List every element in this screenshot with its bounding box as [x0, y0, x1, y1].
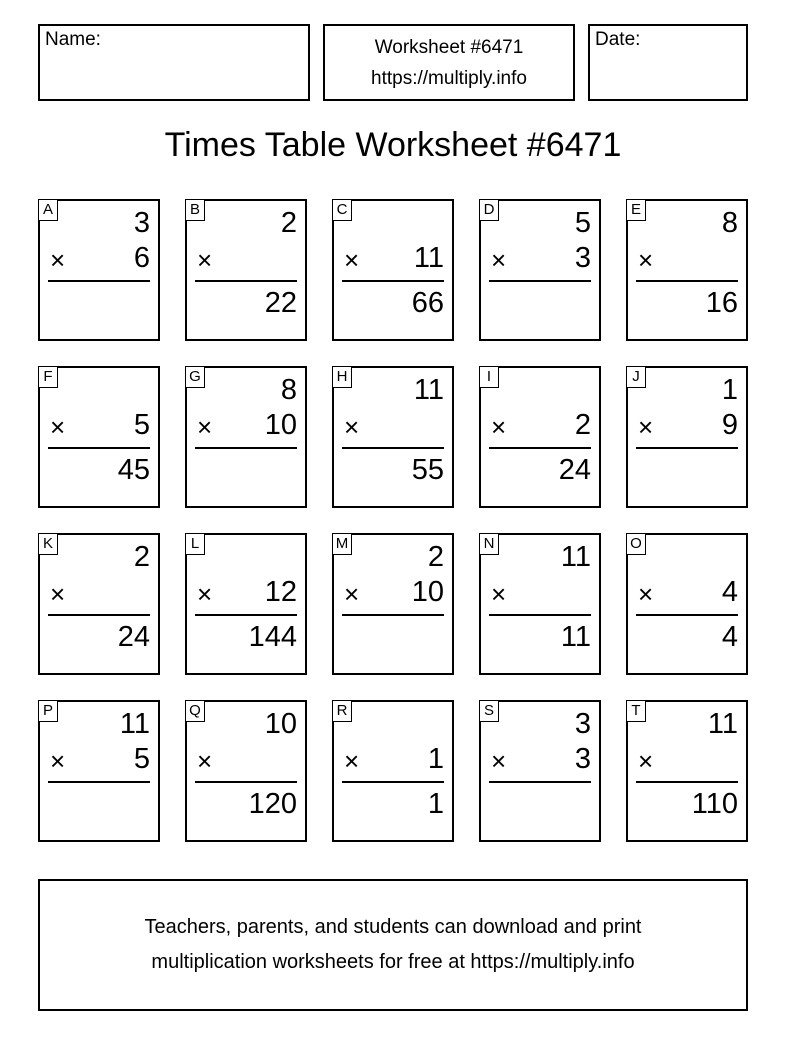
bottom-factor: 3 [574, 242, 591, 274]
multiply-sign: × [344, 412, 360, 442]
multiply-sign: × [50, 746, 66, 776]
multiply-sign: × [638, 412, 654, 442]
problem-d [479, 199, 601, 341]
answer: 45 [117, 454, 150, 486]
problem-o [626, 533, 748, 675]
answer-line [48, 280, 150, 282]
answer-line [48, 614, 150, 616]
answer: 24 [558, 454, 591, 486]
bottom-factor: 4 [721, 576, 738, 608]
top-factor: 11 [707, 708, 738, 740]
worksheet-id-box [323, 24, 575, 101]
bottom-factor: 3 [574, 743, 591, 775]
answer: 4 [721, 621, 738, 653]
problem-letter: R [332, 700, 352, 722]
answer-line [636, 614, 738, 616]
multiply-sign: × [638, 746, 654, 776]
answer-line [489, 614, 591, 616]
answer-line [489, 781, 591, 783]
answer: 24 [117, 621, 150, 653]
problem-t [626, 700, 748, 842]
bottom-factor: 9 [721, 409, 738, 441]
answer: 66 [411, 287, 444, 319]
top-factor: 3 [574, 708, 591, 740]
problem-q [185, 700, 307, 842]
top-factor: 10 [264, 708, 297, 740]
problem-letter: M [332, 533, 352, 555]
problem-f [38, 366, 160, 508]
multiply-sign: × [491, 746, 507, 776]
problem-letter: E [626, 199, 646, 221]
problem-letter: K [38, 533, 58, 555]
bottom-factor: 12 [264, 576, 297, 608]
answer: 144 [248, 621, 297, 653]
top-factor: 8 [721, 207, 738, 239]
problem-letter: G [185, 366, 205, 388]
answer-line [489, 280, 591, 282]
answer-line [636, 447, 738, 449]
multiply-sign: × [491, 412, 507, 442]
answer: 1 [427, 788, 444, 820]
problem-j [626, 366, 748, 508]
bottom-factor: 11 [413, 242, 444, 274]
bottom-factor: 6 [133, 242, 150, 274]
answer-line [342, 447, 444, 449]
footer-box [38, 879, 748, 1011]
worksheet-id: Worksheet #6471 [374, 36, 524, 58]
problem-h [332, 366, 454, 508]
problem-letter: B [185, 199, 205, 221]
problem-letter: T [626, 700, 646, 722]
answer-line [342, 781, 444, 783]
footer-line-2: multiplication worksheets for free at https://multiply.info [151, 951, 635, 973]
problem-letter: I [479, 366, 499, 388]
footer-line-1: Teachers, parents, and students can download and print [144, 916, 642, 938]
problem-k [38, 533, 160, 675]
problem-a [38, 199, 160, 341]
problem-s [479, 700, 601, 842]
top-factor: 2 [427, 541, 444, 573]
answer-line [342, 614, 444, 616]
problem-letter: Q [185, 700, 205, 722]
multiply-sign: × [197, 746, 213, 776]
answer: 16 [705, 287, 738, 319]
problem-c [332, 199, 454, 341]
problem-m [332, 533, 454, 675]
problem-letter: F [38, 366, 58, 388]
bottom-factor: 5 [133, 743, 150, 775]
multiply-sign: × [638, 245, 654, 275]
top-factor: 1 [721, 374, 738, 406]
top-factor: 2 [280, 207, 297, 239]
answer-line [636, 280, 738, 282]
answer-line [195, 280, 297, 282]
problem-i [479, 366, 601, 508]
answer-line [195, 447, 297, 449]
bottom-factor: 5 [133, 409, 150, 441]
answer-line [489, 447, 591, 449]
answer-line [48, 447, 150, 449]
top-factor: 11 [413, 374, 444, 406]
multiply-sign: × [197, 579, 213, 609]
page-title: Times Table Worksheet #6471 [164, 126, 622, 164]
top-factor: 8 [280, 374, 297, 406]
top-factor: 5 [574, 207, 591, 239]
multiply-sign: × [491, 579, 507, 609]
problem-b [185, 199, 307, 341]
top-factor: 11 [560, 541, 591, 573]
answer: 120 [248, 788, 297, 820]
problem-r [332, 700, 454, 842]
multiply-sign: × [638, 579, 654, 609]
problem-e [626, 199, 748, 341]
problem-g [185, 366, 307, 508]
problem-letter: H [332, 366, 352, 388]
answer-line [342, 280, 444, 282]
bottom-factor: 1 [427, 743, 444, 775]
multiply-sign: × [344, 746, 360, 776]
answer-line [636, 781, 738, 783]
date-field[interactable] [588, 24, 748, 101]
bottom-factor: 10 [264, 409, 297, 441]
problem-letter: L [185, 533, 205, 555]
multiply-sign: × [50, 579, 66, 609]
answer-line [195, 781, 297, 783]
answer-line [48, 781, 150, 783]
problem-letter: C [332, 199, 352, 221]
bottom-factor: 2 [574, 409, 591, 441]
problem-letter: N [479, 533, 499, 555]
name-label: Name: [45, 29, 101, 50]
worksheet-url: https://multiply.info [371, 67, 527, 89]
answer-line [195, 614, 297, 616]
multiply-sign: × [344, 245, 360, 275]
problem-letter: P [38, 700, 58, 722]
top-factor: 3 [133, 207, 150, 239]
multiply-sign: × [50, 245, 66, 275]
top-factor: 11 [119, 708, 150, 740]
problem-p [38, 700, 160, 842]
top-factor: 2 [133, 541, 150, 573]
answer: 22 [264, 287, 297, 319]
answer: 110 [691, 788, 738, 820]
bottom-factor: 10 [411, 576, 444, 608]
multiply-sign: × [344, 579, 360, 609]
problem-letter: S [479, 700, 499, 722]
multiply-sign: × [197, 245, 213, 275]
problem-n [479, 533, 601, 675]
problem-letter: O [626, 533, 646, 555]
problem-l [185, 533, 307, 675]
problem-letter: A [38, 199, 58, 221]
name-field[interactable] [38, 24, 310, 101]
answer: 55 [411, 454, 444, 486]
multiply-sign: × [491, 245, 507, 275]
problem-letter: D [479, 199, 499, 221]
date-label: Date: [595, 29, 641, 50]
problem-letter: J [626, 366, 646, 388]
multiply-sign: × [197, 412, 213, 442]
multiply-sign: × [50, 412, 66, 442]
answer: 11 [560, 621, 591, 653]
